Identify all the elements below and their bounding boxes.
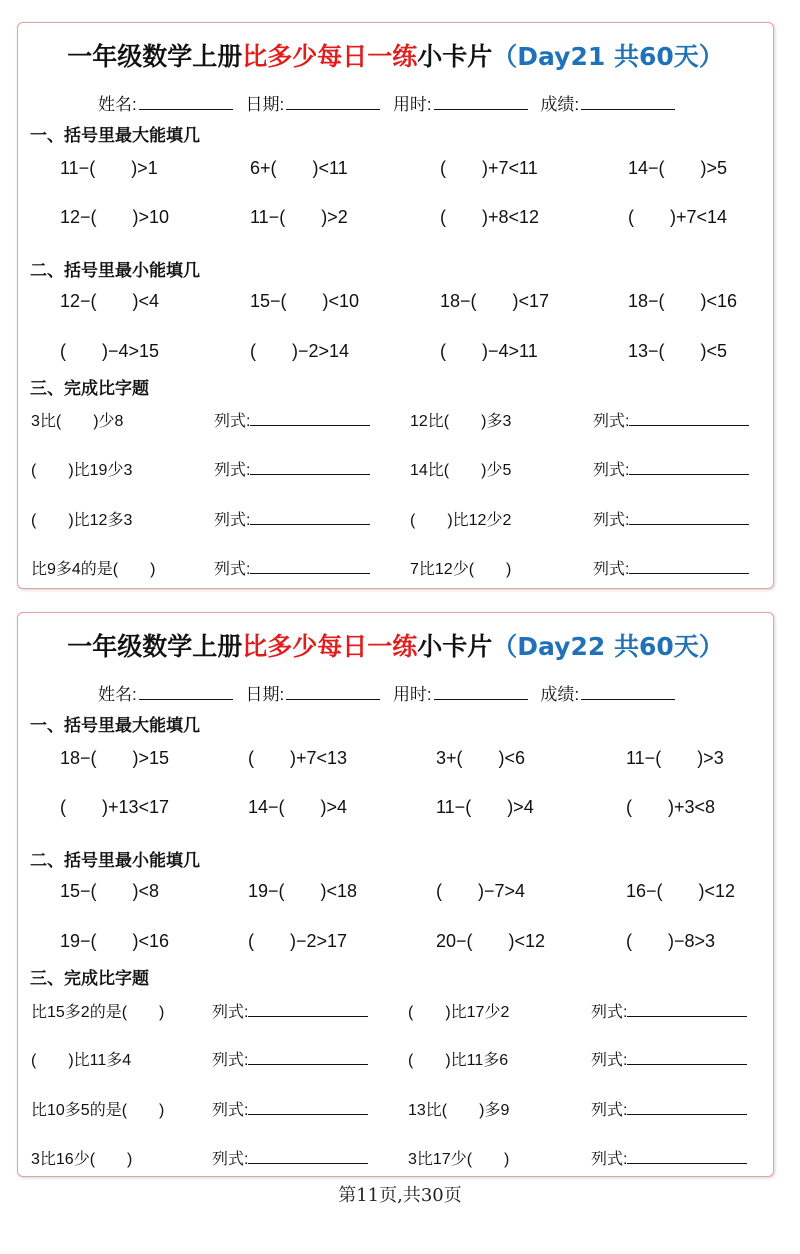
formula-label: 列式:	[214, 413, 251, 430]
formula-blank[interactable]	[627, 1002, 747, 1017]
time-blank[interactable]	[434, 95, 528, 110]
word-problem: ( )比11多6	[408, 1052, 509, 1069]
problem: 12−( )<4	[60, 291, 160, 311]
card-title	[18, 627, 773, 663]
title-grade: 一年级数学上册	[67, 632, 243, 661]
word-problem: 比10多5的是( )	[31, 1102, 165, 1119]
word-problem: ( )比11多4	[31, 1052, 132, 1069]
date-label: 日期:	[245, 685, 285, 704]
title-card: 小卡片	[417, 632, 493, 661]
word-problem: ( )比12多3	[31, 512, 133, 529]
formula-label: 列式:	[593, 413, 630, 430]
formula-blank[interactable]	[627, 1100, 747, 1115]
problem: 18−( )<16	[628, 291, 738, 311]
problem: 20−( )<12	[436, 931, 546, 951]
section-heading-compare: 三、完成比字题	[30, 379, 149, 399]
section-heading-min: 二、括号里最小能填几	[30, 851, 200, 871]
word-problem: 比15多2的是( )	[31, 1004, 165, 1021]
word-problem: 13比( )多9	[408, 1102, 510, 1119]
page-number: 第11页,共30页	[338, 1185, 462, 1206]
name-label: 姓名:	[98, 95, 137, 114]
problem: 11−( )>1	[60, 158, 158, 178]
word-problem: ( )比19少3	[31, 462, 133, 479]
practice-card-day21	[17, 22, 774, 589]
problem: 11−( )>3	[626, 748, 724, 768]
student-info-row	[98, 90, 683, 115]
section-heading-max: 一、括号里最大能填几	[30, 126, 200, 146]
word-problem: 14比( )少5	[410, 462, 512, 479]
word-problem: ( )比17少2	[408, 1004, 510, 1021]
section-heading-max: 一、括号里最大能填几	[30, 716, 200, 736]
formula-label: 列式:	[212, 1004, 249, 1021]
problem: 6+( )<11	[250, 158, 348, 178]
problem: 19−( )<16	[60, 931, 170, 951]
problem: 13−( )<5	[628, 341, 728, 361]
formula-blank[interactable]	[627, 1050, 747, 1065]
formula-blank[interactable]	[629, 411, 749, 426]
formula-blank[interactable]	[629, 510, 749, 525]
word-problem: 3比17少( )	[408, 1151, 510, 1168]
date-blank[interactable]	[286, 95, 380, 110]
score-label: 成绩:	[540, 95, 580, 114]
date-label: 日期:	[245, 95, 285, 114]
formula-blank[interactable]	[250, 411, 370, 426]
formula-label: 列式:	[214, 462, 251, 479]
formula-label: 列式:	[591, 1151, 628, 1168]
formula-blank[interactable]	[629, 460, 749, 475]
time-label: 用时:	[392, 95, 432, 114]
title-card: 小卡片	[417, 42, 493, 71]
formula-blank[interactable]	[250, 559, 370, 574]
title-grade: 一年级数学上册	[67, 42, 243, 71]
name-blank[interactable]	[139, 685, 233, 700]
formula-label: 列式:	[214, 561, 251, 578]
problem: ( )+7<13	[248, 748, 348, 768]
problem: 18−( )>15	[60, 748, 170, 768]
word-problem: 12比( )多3	[410, 413, 512, 430]
title-day: （Day21 共60天）	[492, 42, 724, 71]
problem: 11−( )>4	[436, 797, 534, 817]
word-problem: 比9多4的是( )	[31, 561, 156, 578]
problem: 12−( )>10	[60, 207, 170, 227]
problem: ( )+3<8	[626, 797, 716, 817]
formula-label: 列式:	[593, 561, 630, 578]
problem: ( )+7<11	[440, 158, 538, 178]
score-blank[interactable]	[581, 95, 675, 110]
student-info-row	[98, 680, 683, 705]
problem: ( )+7<14	[628, 207, 728, 227]
word-problem: 3比( )少8	[31, 413, 124, 430]
problem: 11−( )>2	[250, 207, 348, 227]
problem: ( )−7>4	[436, 881, 526, 901]
formula-blank[interactable]	[250, 460, 370, 475]
formula-label: 列式:	[591, 1004, 628, 1021]
formula-label: 列式:	[212, 1102, 249, 1119]
formula-label: 列式:	[212, 1052, 249, 1069]
problem: 14−( )>4	[248, 797, 348, 817]
score-blank[interactable]	[581, 685, 675, 700]
problem: ( )−4>11	[440, 341, 538, 361]
word-problem: 7比12少( )	[410, 561, 512, 578]
formula-label: 列式:	[214, 512, 251, 529]
formula-blank[interactable]	[248, 1149, 368, 1164]
problem: ( )−2>17	[248, 931, 348, 951]
problem: 19−( )<18	[248, 881, 358, 901]
problem: ( )−4>15	[60, 341, 160, 361]
formula-label: 列式:	[591, 1052, 628, 1069]
section-heading-min: 二、括号里最小能填几	[30, 261, 200, 281]
formula-label: 列式:	[593, 462, 630, 479]
practice-card-day22	[17, 612, 774, 1177]
formula-blank[interactable]	[248, 1100, 368, 1115]
formula-blank[interactable]	[248, 1002, 368, 1017]
title-topic: 比多少每日一练	[242, 42, 418, 71]
title-topic: 比多少每日一练	[242, 632, 418, 661]
problem: 18−( )<17	[440, 291, 550, 311]
formula-blank[interactable]	[627, 1149, 747, 1164]
problem: 15−( )<10	[250, 291, 360, 311]
card-title	[18, 37, 773, 73]
word-problem: ( )比12少2	[410, 512, 512, 529]
name-blank[interactable]	[139, 95, 233, 110]
score-label: 成绩:	[540, 685, 580, 704]
formula-blank[interactable]	[248, 1050, 368, 1065]
problem: 3+( )<6	[436, 748, 526, 768]
formula-label: 列式:	[212, 1151, 249, 1168]
title-day: （Day22 共60天）	[492, 632, 724, 661]
time-label: 用时:	[392, 685, 432, 704]
date-blank[interactable]	[286, 685, 380, 700]
problem: ( )−2>14	[250, 341, 350, 361]
problem: ( )+13<17	[60, 797, 170, 817]
problem: 15−( )<8	[60, 881, 160, 901]
section-heading-compare: 三、完成比字题	[30, 969, 149, 989]
word-problem: 3比16少( )	[31, 1151, 133, 1168]
formula-label: 列式:	[591, 1102, 628, 1119]
problem: ( )−8>3	[626, 931, 716, 951]
formula-label: 列式:	[593, 512, 630, 529]
formula-blank[interactable]	[629, 559, 749, 574]
formula-blank[interactable]	[250, 510, 370, 525]
problem: ( )+8<12	[440, 207, 540, 227]
name-label: 姓名:	[98, 685, 137, 704]
problem: 14−( )>5	[628, 158, 728, 178]
time-blank[interactable]	[434, 685, 528, 700]
problem: 16−( )<12	[626, 881, 736, 901]
